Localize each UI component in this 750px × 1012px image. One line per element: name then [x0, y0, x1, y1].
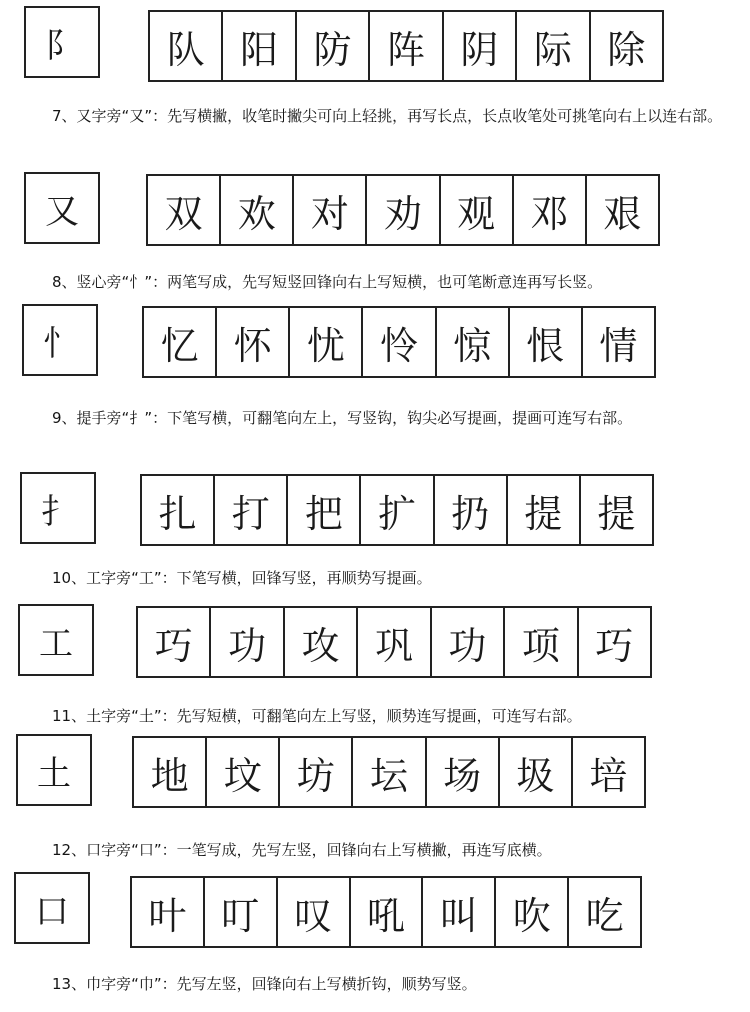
- radical-box: 忄: [22, 304, 98, 376]
- char-cell: 欢: [221, 176, 294, 244]
- character-grid: [130, 876, 642, 948]
- character-grid: [146, 174, 660, 246]
- radical-box: 土: [16, 734, 92, 806]
- char-cell: 阵: [370, 12, 443, 80]
- char-cell: 攻: [285, 608, 358, 676]
- description-10: 10、工字旁“工”：下笔写横，回锋写竖，再顺势写提画。: [52, 569, 432, 587]
- char-cell: 怜: [363, 308, 436, 376]
- char-cell: 情: [599, 323, 638, 368]
- char-cell: 坟: [207, 738, 280, 806]
- char-cell: 叮: [205, 878, 278, 946]
- char-cell: 阴: [444, 12, 517, 80]
- practice-row-1: [0, 6, 750, 86]
- char-cell: 扎: [142, 476, 215, 544]
- char-cell: 除: [607, 27, 646, 72]
- char-cell: 巩: [358, 608, 431, 676]
- char-cell: 巧: [138, 608, 211, 676]
- description-11: 11、土字旁“土”：先写短横，可翻笔向左上写竖，顺势连写提画，可连写右部。: [52, 707, 582, 725]
- char-cell: 艰: [603, 191, 642, 236]
- char-cell: 叹: [278, 878, 351, 946]
- character-grid: [140, 474, 654, 546]
- char-cell: 忧: [290, 308, 363, 376]
- description-12: 12、口字旁“口”：一笔写成，先写左竖，回锋向右上写横撇，再连写底横。: [52, 841, 552, 859]
- char-cell: 怀: [217, 308, 290, 376]
- char-cell: 圾: [500, 738, 573, 806]
- radical-box: 又: [24, 172, 100, 244]
- practice-row-2: [0, 172, 750, 252]
- char-cell: 观: [441, 176, 514, 244]
- char-cell: 坊: [280, 738, 353, 806]
- char-cell: 阳: [223, 12, 296, 80]
- description-8: 8、竖心旁“忄”：两笔写成，先写短竖回锋向右上写短横，也可笔断意连再写长竖。: [52, 273, 603, 291]
- char-cell: 队: [150, 12, 223, 80]
- character-grid: [136, 606, 652, 678]
- character-grid: [132, 736, 646, 808]
- char-cell: 吼: [351, 878, 424, 946]
- char-cell: 培: [589, 753, 628, 798]
- char-cell: 场: [427, 738, 500, 806]
- character-grid: [148, 10, 664, 82]
- description-9: 9、提手旁“扌”：下笔写横，可翻笔向左上，写竖钩，钩尖必写提画，提画可连写右部。: [52, 409, 633, 427]
- char-cell: 防: [297, 12, 370, 80]
- radical-box: 工: [18, 604, 94, 676]
- char-cell: 恨: [510, 308, 583, 376]
- radical-box: 扌: [20, 472, 96, 544]
- practice-row-5: [0, 604, 750, 684]
- radical-box: 阝: [24, 6, 100, 78]
- practice-row-4: [0, 472, 750, 552]
- char-cell: 扩: [361, 476, 434, 544]
- char-cell: 际: [517, 12, 590, 80]
- char-cell: 双: [148, 176, 221, 244]
- char-cell: 叫: [423, 878, 496, 946]
- char-cell: 吹: [496, 878, 569, 946]
- char-cell: 邓: [514, 176, 587, 244]
- char-cell: 把: [288, 476, 361, 544]
- radical-box: 口: [14, 872, 90, 944]
- char-cell: 巧: [595, 623, 634, 668]
- char-cell: 打: [215, 476, 288, 544]
- description-13: 13、巾字旁“巾”：先写左竖，回锋向右上写横折钩，顺势写竖。: [52, 975, 477, 993]
- char-cell: 提: [508, 476, 581, 544]
- character-grid: [142, 306, 656, 378]
- char-cell: 地: [134, 738, 207, 806]
- practice-row-7: [0, 872, 750, 952]
- char-cell: 功: [432, 608, 505, 676]
- description-7: 7、又字旁“又”：先写横撇，收笔时撇尖可向上轻挑，再写长点，长点收笔处可挑笔向右上以连右部。: [52, 107, 723, 125]
- char-cell: 对: [294, 176, 367, 244]
- char-cell: 忆: [144, 308, 217, 376]
- char-cell: 功: [211, 608, 284, 676]
- char-cell: 扔: [435, 476, 508, 544]
- practice-row-6: [0, 734, 750, 814]
- char-cell: 提: [597, 491, 636, 536]
- char-cell: 劝: [367, 176, 440, 244]
- practice-row-3: [0, 304, 750, 384]
- char-cell: 惊: [437, 308, 510, 376]
- char-cell: 坛: [353, 738, 426, 806]
- char-cell: 吃: [585, 893, 624, 938]
- char-cell: 叶: [132, 878, 205, 946]
- char-cell: 项: [505, 608, 578, 676]
